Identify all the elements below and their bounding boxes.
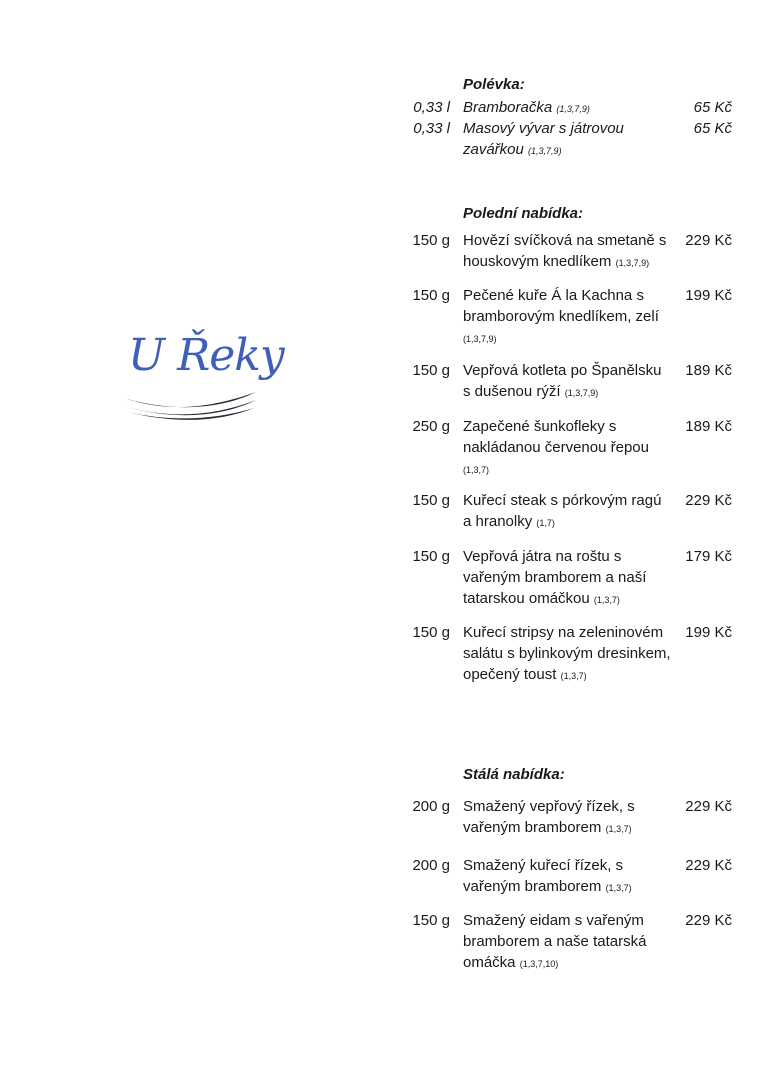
item-name-wrap (463, 230, 673, 274)
item-quantity: 200 g (412, 798, 450, 815)
item-name: Smažený kuřecí řízek, s vařeným bramborem (463, 857, 624, 895)
item-price: 189 Kč (685, 362, 732, 379)
item-quantity: 150 g (412, 362, 450, 379)
item-allergens: (1,3,7) (560, 671, 587, 681)
item-price: 179 Kč (685, 548, 732, 565)
item-price: 229 Kč (685, 912, 732, 929)
section-title-lunch: Polední nabídka: (463, 205, 584, 222)
item-allergens: (1,3,7) (605, 824, 632, 834)
item-name: Masový vývar s játrovou zavářkou (463, 120, 624, 158)
item-quantity: 150 g (412, 548, 450, 565)
item-quantity: 150 g (412, 232, 450, 249)
item-quantity: 200 g (412, 857, 450, 874)
item-price: 229 Kč (685, 232, 732, 249)
item-quantity: 0,33 l (413, 99, 450, 116)
wave-logo-icon (120, 388, 260, 420)
item-name-wrap (463, 416, 673, 481)
item-name-wrap (463, 622, 673, 687)
item-name-wrap (463, 97, 673, 120)
item-name-wrap (463, 118, 673, 162)
section-title-standing: Stálá nabídka: (463, 766, 565, 783)
item-name-wrap (463, 855, 673, 899)
restaurant-logo (120, 330, 284, 430)
item-name: Kuřecí stripsy na zeleninovém salátu s bylinkovým dresinkem, opečený toust (463, 624, 671, 683)
item-allergens: (1,3,7) (463, 465, 490, 475)
item-quantity: 150 g (412, 287, 450, 304)
item-price: 199 Kč (685, 624, 732, 641)
item-name-wrap (463, 285, 673, 350)
item-name-wrap (463, 546, 673, 611)
item-name: Smažený vepřový řízek, s vařeným bramborem (463, 798, 635, 836)
item-allergens: (1,3,7) (593, 595, 620, 605)
item-quantity: 0,33 l (413, 120, 450, 137)
item-name: Pečené kuře Á la Kachna s bramborovým knedlíkem, zelí (463, 287, 659, 325)
item-name-wrap (463, 360, 673, 404)
item-price: 229 Kč (685, 798, 732, 815)
item-allergens: (1,3,7,9) (615, 258, 650, 268)
item-price: 189 Kč (685, 418, 732, 435)
item-name-wrap (463, 796, 673, 840)
item-allergens: (1,3,7,9) (463, 334, 497, 344)
item-name: Bramboračka (463, 99, 553, 116)
item-allergens: (1,3,7,9) (528, 146, 562, 156)
section-title-soup: Polévka: (463, 76, 525, 93)
item-allergens: (1,7) (536, 518, 555, 528)
item-name: Zapečené šunkofleky s nakládanou červenou řepou (463, 418, 649, 456)
logo-text: U Řeky (128, 330, 284, 381)
item-allergens: (1,3,7,9) (564, 388, 599, 398)
item-quantity: 150 g (412, 912, 450, 929)
item-name: Hovězí svíčková na smetaně s houskovým knedlíkem (463, 232, 667, 270)
item-name: Vepřová játra na roštu s vařeným bramborem a naší tatarskou omáčkou (463, 548, 647, 607)
item-price: 229 Kč (685, 492, 732, 509)
item-allergens: (1,3,7) (605, 883, 632, 893)
item-name-wrap (463, 490, 673, 534)
item-name-wrap (463, 910, 673, 975)
item-name: Smažený eidam s vařeným bramborem a naše tatarská omáčka (463, 912, 647, 971)
item-price: 199 Kč (685, 287, 732, 304)
item-allergens: (1,3,7,10) (519, 959, 559, 969)
item-name: Vepřová kotleta po Španělsku s dušenou rýží (463, 362, 662, 400)
item-quantity: 150 g (412, 624, 450, 641)
item-price: 65 Kč (693, 120, 732, 137)
item-allergens: (1,3,7,9) (556, 104, 590, 114)
item-quantity: 150 g (412, 492, 450, 509)
item-price: 65 Kč (693, 99, 732, 116)
item-quantity: 250 g (412, 418, 450, 435)
item-name: Kuřecí steak s pórkovým ragú a hranolky (463, 492, 662, 530)
item-price: 229 Kč (685, 857, 732, 874)
